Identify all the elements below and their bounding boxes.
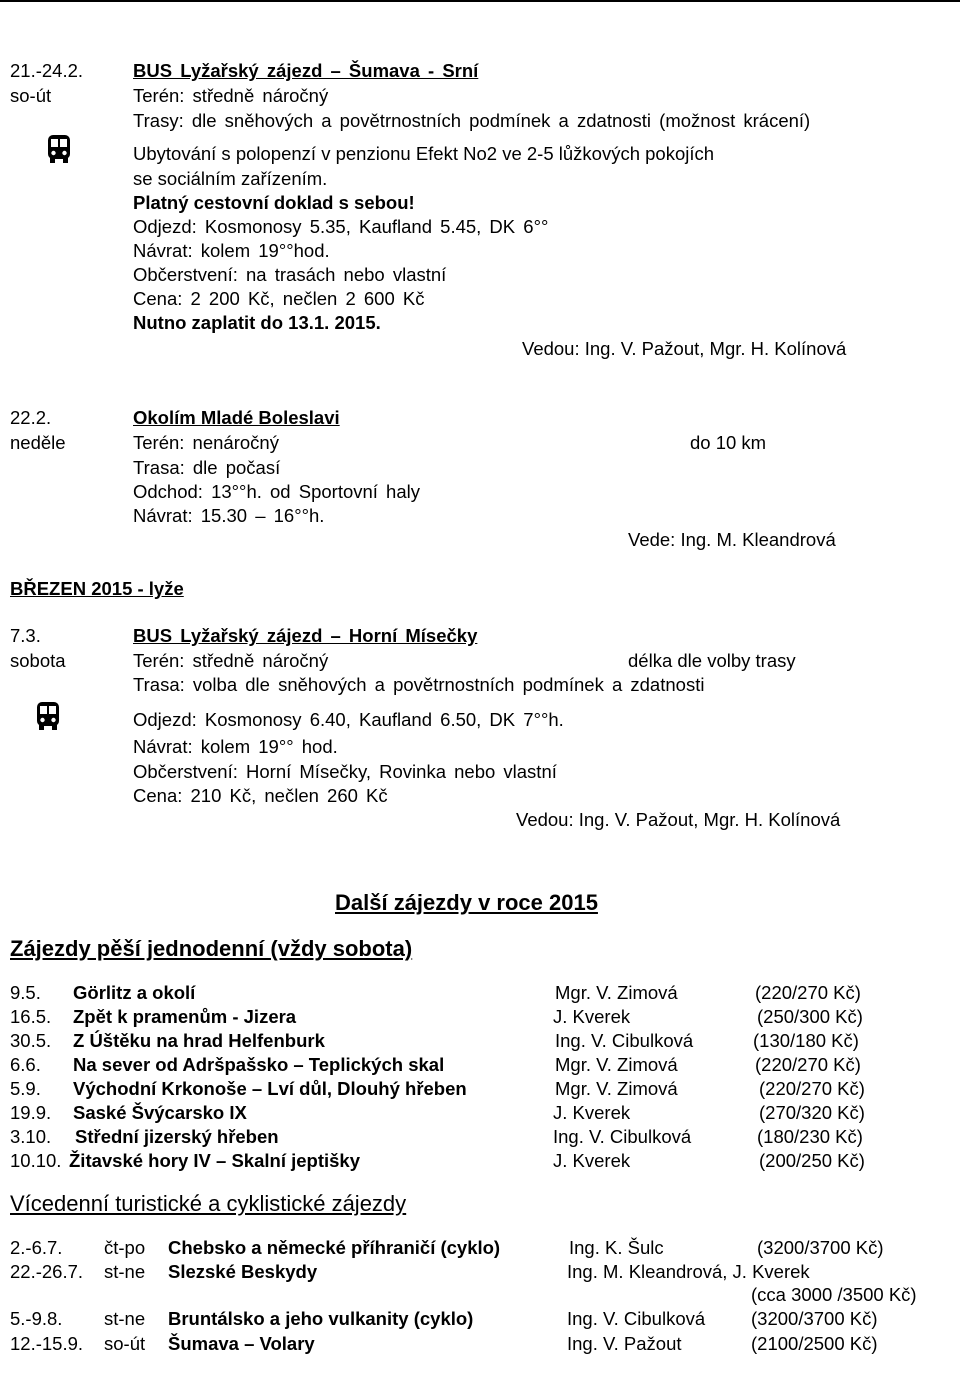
event-routes: Trasy: dle sněhových a povětrnostních podmínek a zdatnosti (možnost krácení)	[133, 110, 811, 131]
walk-price: (250/300 Kč)	[757, 1006, 863, 1027]
walk-price: (200/250 Kč)	[759, 1150, 865, 1171]
walk-leader: J. Kverek	[553, 1150, 631, 1171]
event-days: neděle	[10, 432, 66, 453]
trip-days: st-ne	[104, 1308, 146, 1329]
walk-name: Z Úštěku na hrad Helfenburk	[73, 1030, 325, 1051]
walk-leader: J. Kverek	[553, 1102, 631, 1123]
event-length: délka dle volby trasy	[628, 650, 796, 671]
event-price: Cena: 210 Kč, nečlen 260 Kč	[133, 785, 388, 806]
event-refreshment: Občerstvení: na trasách nebo vlastní	[133, 264, 447, 285]
walk-date: 30.5.	[10, 1030, 52, 1051]
event-terrain: Terén: nenáročný	[133, 432, 279, 453]
trip-leader: Ing. V. Cibulková	[567, 1308, 706, 1329]
trip-days: so-út	[104, 1333, 146, 1354]
walk-price: (180/230 Kč)	[757, 1126, 863, 1147]
event-return: Návrat: kolem 19°°hod.	[133, 240, 330, 261]
event-departure: Odjezd: Kosmonosy 6.40, Kaufland 6.50, DK 7°°h.	[133, 709, 564, 730]
walk-name: Saské Švýcarsko IX	[73, 1102, 247, 1123]
event-terrain: Terén: středně náročný	[133, 85, 329, 106]
trip-price: (cca 3000 /3500 Kč)	[751, 1284, 917, 1305]
event-accommodation-cont: se sociálním zařízením.	[133, 168, 328, 189]
multi-day-heading: Vícedenní turistické a cyklistické zájezdy	[10, 1191, 407, 1216]
trip-price: (3200/3700 Kč)	[757, 1237, 884, 1258]
walk-leader: Mgr. V. Zimová	[555, 982, 678, 1003]
walk-price: (270/320 Kč)	[759, 1102, 865, 1123]
bus-icon	[36, 702, 60, 730]
event-return: Návrat: 15.30 – 16°°h.	[133, 505, 325, 526]
trip-date: 12.-15.9.	[10, 1333, 84, 1354]
trip-price: (3200/3700 Kč)	[751, 1308, 878, 1329]
walk-date: 9.5.	[10, 982, 41, 1003]
trip-date: 5.-9.8.	[10, 1308, 63, 1329]
event-title: Okolím Mladé Boleslavi	[133, 407, 340, 428]
further-trips-heading: Další zájezdy v roce 2015	[335, 890, 598, 915]
event-meeting: Odchod: 13°°h. od Sportovní haly	[133, 481, 420, 502]
walk-name: Žitavské hory IV – Skalní jeptišky	[69, 1150, 360, 1171]
event-title: BUS Lyžařský zájezd – Šumava - Srní	[133, 60, 479, 81]
trip-price: (2100/2500 Kč)	[751, 1333, 878, 1354]
trip-days: st-ne	[104, 1261, 146, 1282]
walk-price: (220/270 Kč)	[755, 982, 861, 1003]
walk-price: (220/270 Kč)	[759, 1078, 865, 1099]
event-payment-deadline: Nutno zaplatit do 13.1. 2015.	[133, 312, 381, 333]
walk-name: Görlitz a okolí	[73, 982, 196, 1003]
walks-heading: Zájezdy pěší jednodenní (vždy sobota)	[10, 936, 413, 961]
walk-date: 10.10.	[10, 1150, 62, 1171]
walk-name: Východní Krkonoše – Lví důl, Dlouhý hřeben	[73, 1078, 467, 1099]
trip-name: Šumava – Volary	[168, 1333, 315, 1354]
event-leaders: Vede: Ing. M. Kleandrová	[628, 529, 836, 550]
trip-leader: Ing. M. Kleandrová, J. Kverek	[567, 1261, 810, 1282]
trip-days: čt-po	[104, 1237, 146, 1258]
event-price: Cena: 2 200 Kč, nečlen 2 600 Kč	[133, 288, 425, 309]
walk-leader: Mgr. V. Zimová	[555, 1054, 678, 1075]
event-leaders: Vedou: Ing. V. Pažout, Mgr. H. Kolínová	[516, 809, 841, 830]
trip-name: Bruntálsko a jeho vulkanity (cyklo)	[168, 1308, 474, 1329]
trip-name: Chebsko a německé příhraničí (cyklo)	[168, 1237, 501, 1258]
walk-name: Zpět k pramenům - Jizera	[73, 1006, 297, 1027]
event-document-note: Platný cestovní doklad s sebou!	[133, 192, 415, 213]
trip-leader: Ing. V. Pažout	[567, 1333, 682, 1354]
walk-date: 6.6.	[10, 1054, 41, 1075]
event-title: BUS Lyžařský zájezd – Horní Mísečky	[133, 625, 478, 646]
walk-price: (130/180 Kč)	[753, 1030, 859, 1051]
walk-date: 5.9.	[10, 1078, 41, 1099]
event-date: 21.-24.2.	[10, 60, 84, 81]
event-refreshment: Občerstvení: Horní Mísečky, Rovinka nebo vlastní	[133, 761, 557, 782]
event-route: Trasa: volba dle sněhových a povětrnostních podmínek a zdatnosti	[133, 674, 705, 695]
event-days: so-út	[10, 85, 52, 106]
event-date: 7.3.	[10, 625, 41, 646]
walk-price: (220/270 Kč)	[755, 1054, 861, 1075]
event-date: 22.2.	[10, 407, 52, 428]
month-heading: BŘEZEN 2015 - lyže	[10, 578, 184, 599]
walk-leader: Mgr. V. Zimová	[555, 1078, 678, 1099]
walk-date: 16.5.	[10, 1006, 52, 1027]
walk-date: 3.10.	[10, 1126, 52, 1147]
event-leaders: Vedou: Ing. V. Pažout, Mgr. H. Kolínová	[522, 338, 847, 359]
walk-date: 19.9.	[10, 1102, 52, 1123]
bus-icon	[47, 135, 71, 163]
trip-date: 22.-26.7.	[10, 1261, 84, 1282]
event-return: Návrat: kolem 19°° hod.	[133, 736, 338, 757]
event-accommodation: Ubytování s polopenzí v penzionu Efekt No2 ve 2-5 lůžkových pokojích	[133, 143, 715, 164]
walk-leader: Ing. V. Cibulková	[555, 1030, 694, 1051]
walk-leader: J. Kverek	[553, 1006, 631, 1027]
walk-name: Střední jizerský hřeben	[75, 1126, 279, 1147]
event-days: sobota	[10, 650, 66, 671]
walk-name: Na sever od Adršpašsko – Teplických skal	[73, 1054, 445, 1075]
trip-leader: Ing. K. Šulc	[569, 1237, 664, 1258]
event-route: Trasa: dle počasí	[133, 457, 281, 478]
walk-leader: Ing. V. Cibulková	[553, 1126, 692, 1147]
top-border	[0, 0, 960, 2]
event-distance: do 10 km	[690, 432, 767, 453]
trip-date: 2.-6.7.	[10, 1237, 63, 1258]
event-departure: Odjezd: Kosmonosy 5.35, Kaufland 5.45, DK 6°°	[133, 216, 549, 237]
trip-name: Slezské Beskydy	[168, 1261, 318, 1282]
event-terrain: Terén: středně náročný	[133, 650, 329, 671]
